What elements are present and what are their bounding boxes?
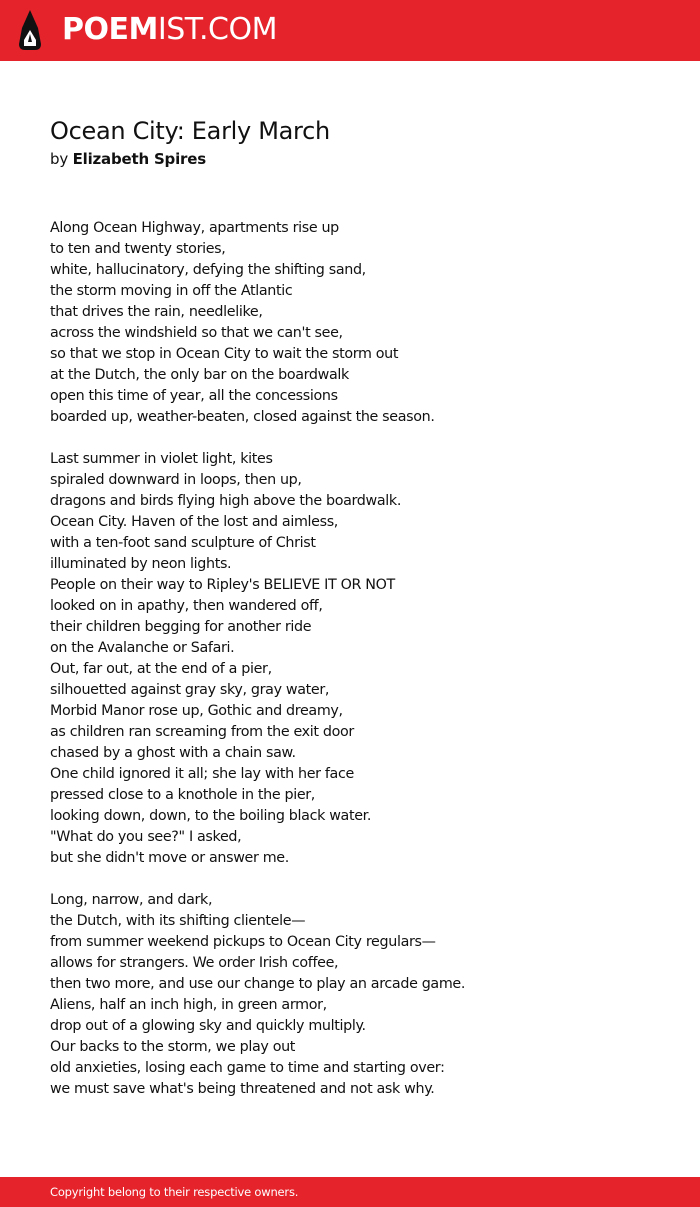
poem-line: Ocean City. Haven of the lost and aimless, <box>50 514 338 530</box>
poem-line: the storm moving in off the Atlantic <box>50 283 293 299</box>
pen-nib-icon[interactable] <box>18 10 42 50</box>
poem-line: "What do you see?" I asked, <box>50 829 242 845</box>
poem-line: across the windshield so that we can't see, <box>50 325 343 341</box>
poem-line: dragons and birds flying high above the boardwalk. <box>50 493 402 509</box>
poem-line: that drives the rain, needlelike, <box>50 304 263 320</box>
brand-rest: IST.COM <box>157 12 277 47</box>
brand-bold: POEM <box>62 12 158 47</box>
poem-line: from summer weekend pickups to Ocean City regulars— <box>50 934 436 950</box>
poem-line: to ten and twenty stories, <box>50 241 226 257</box>
poem-line: Out, far out, at the end of a pier, <box>50 661 272 677</box>
poem-line: Aliens, half an inch high, in green armor, <box>50 997 327 1013</box>
poem-line: One child ignored it all; she lay with her face <box>50 766 354 782</box>
poem-line: Morbid Manor rose up, Gothic and dreamy, <box>50 703 343 719</box>
poem-line: we must save what's being threatened and not ask why. <box>50 1081 435 1097</box>
poem-line: illuminated by neon lights. <box>50 556 232 572</box>
poem-line: Along Ocean Highway, apartments rise up <box>50 220 339 236</box>
poem-title: Ocean City: Early March <box>50 117 330 145</box>
poem-line: spiraled downward in loops, then up, <box>50 472 302 488</box>
poem-line: old anxieties, losing each game to time and starting over: <box>50 1060 445 1076</box>
poem-line: open this time of year, all the concessions <box>50 388 338 404</box>
poem-line: then two more, and use our change to play an arcade game. <box>50 976 466 992</box>
poem-line: allows for strangers. We order Irish coffee, <box>50 955 339 971</box>
site-footer <box>0 1177 700 1207</box>
byline <box>50 148 650 170</box>
poem-line: white, hallucinatory, defying the shifting sand, <box>50 262 366 278</box>
poem-line: but she didn't move or answer me. <box>50 850 289 866</box>
poem-line: looked on in apathy, then wandered off, <box>50 598 323 614</box>
poem-line: at the Dutch, the only bar on the boardwalk <box>50 367 349 383</box>
poem-line: chased by a ghost with a chain saw. <box>50 745 296 761</box>
poem-line: on the Avalanche or Safari. <box>50 640 235 656</box>
poem-line: Our backs to the storm, we play out <box>50 1039 296 1055</box>
poem-line: drop out of a glowing sky and quickly multiply. <box>50 1018 366 1034</box>
poem-line: with a ten-foot sand sculpture of Christ <box>50 535 316 551</box>
poem-body <box>50 218 670 1121</box>
poem-line: the Dutch, with its shifting clientele— <box>50 913 306 929</box>
poem-line: boarded up, weather-beaten, closed against the season. <box>50 409 435 425</box>
author-name: Elizabeth Spires <box>72 150 206 168</box>
copyright-text: Copyright belong to their respective owners. <box>50 1185 299 1199</box>
poem-line: silhouetted against gray sky, gray water, <box>50 682 330 698</box>
poem-line: People on their way to Ripley's BELIEVE IT OR NOT <box>50 577 395 593</box>
by-label: by <box>50 150 68 168</box>
stanza <box>50 218 670 428</box>
poem-line: so that we stop in Ocean City to wait the storm out <box>50 346 399 362</box>
poem-line: pressed close to a knothole in the pier, <box>50 787 315 803</box>
poem-line: as children ran screaming from the exit door <box>50 724 354 740</box>
stanza <box>50 890 670 1100</box>
site-header <box>0 0 700 61</box>
poem-heading <box>50 116 650 170</box>
stanza <box>50 449 670 869</box>
poem-line: looking down, down, to the boiling black water. <box>50 808 372 824</box>
poem-line: Long, narrow, and dark, <box>50 892 213 908</box>
poem-line: their children begging for another ride <box>50 619 312 635</box>
poem-line: Last summer in violet light, kites <box>50 451 273 467</box>
site-logo[interactable] <box>62 11 277 49</box>
